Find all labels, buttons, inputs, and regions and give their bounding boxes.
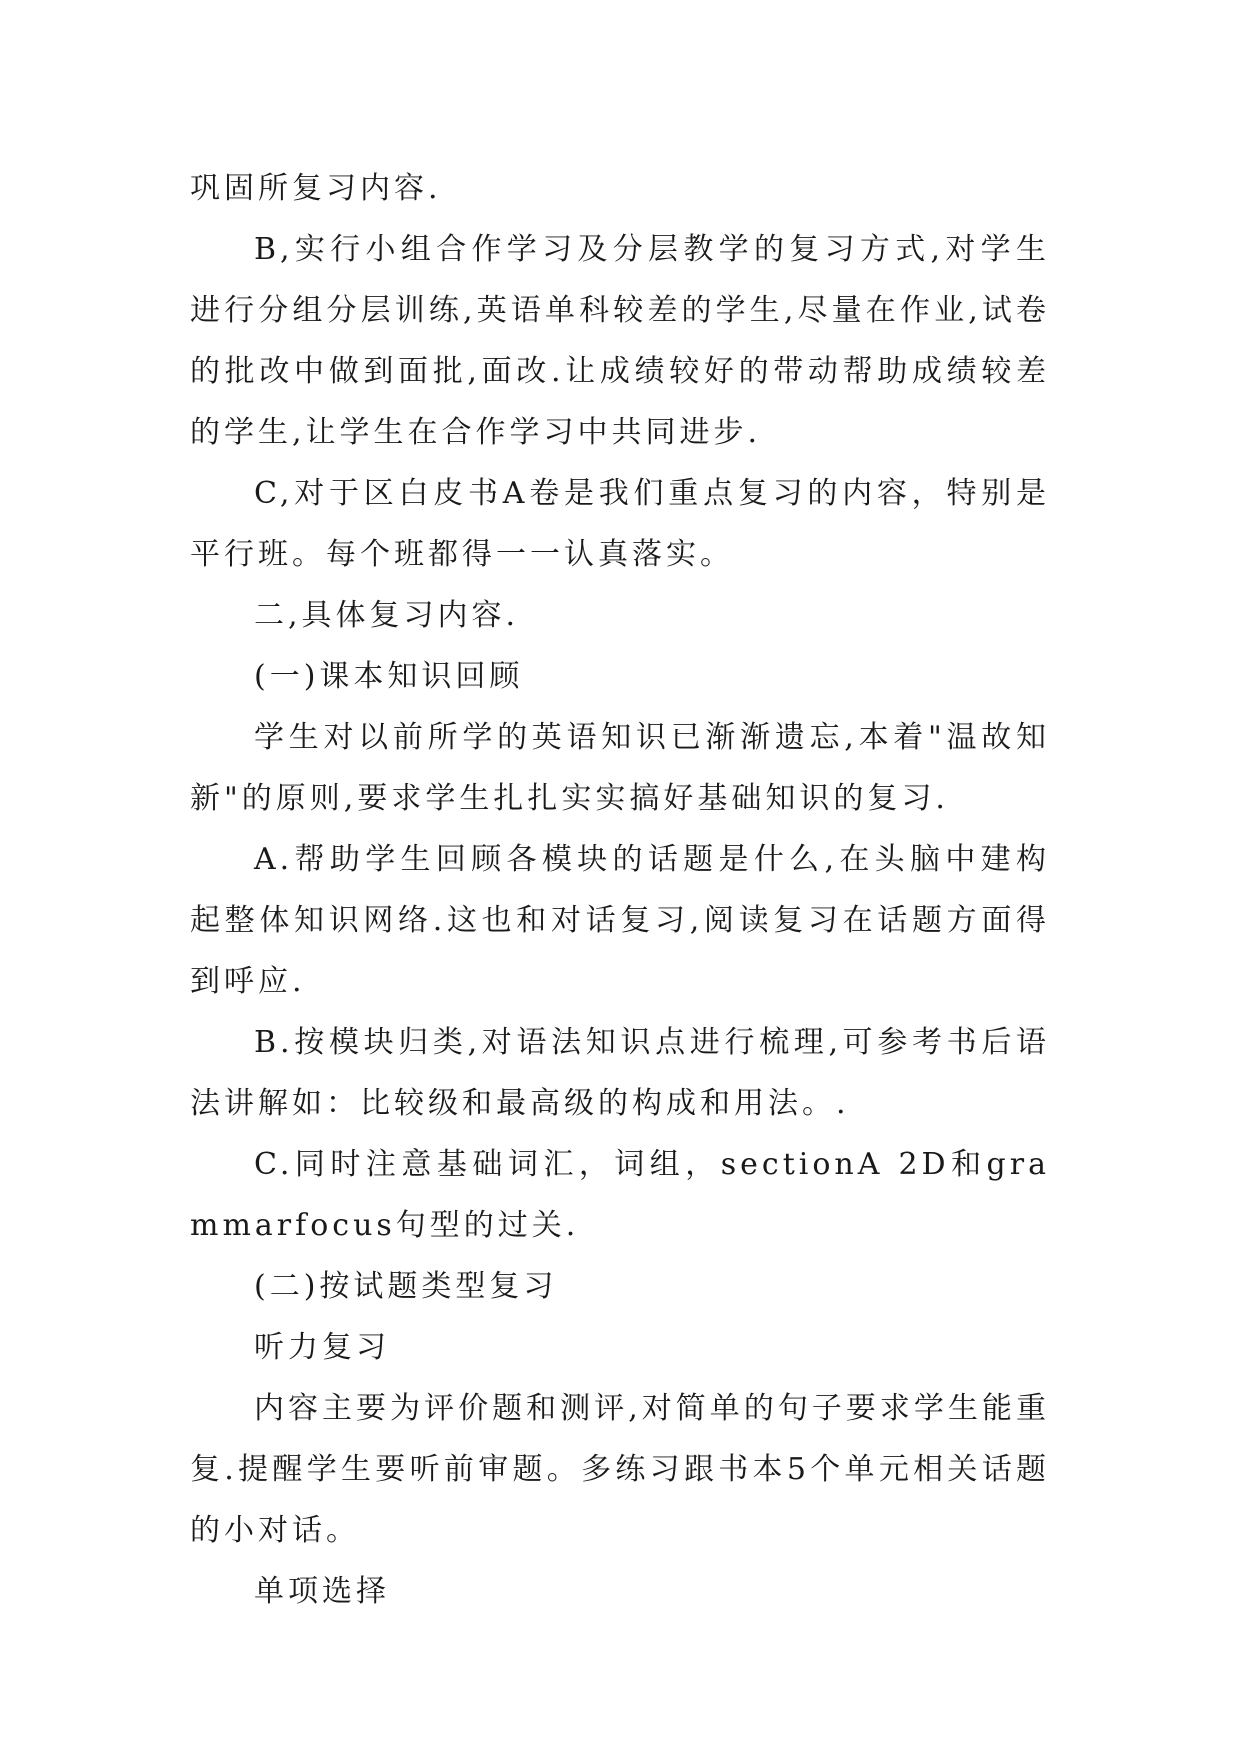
paragraph: 学生对以前所学的英语知识已渐渐遗忘,本着"温故知新"的原则,要求学生扎扎实实搞好基础知识的复习. [190, 720, 1050, 816]
subsection-heading: (一)课本知识回顾 [254, 659, 524, 694]
item-heading: 听力复习 [254, 1330, 390, 1365]
paragraph: 内容主要为评价题和测评,对简单的句子要求学生能重复.提醒学生要听前审题。多练习跟书本5个单元相关话题的小对话。 [190, 1391, 1050, 1548]
paragraph: A.帮助学生回顾各模块的话题是什么,在头脑中建构起整体知识网络.这也和对话复习,阅读复习在话题方面得到呼应. [190, 842, 1050, 999]
paragraph: 巩固所复习内容. [190, 171, 442, 206]
document-body [190, 158, 1050, 1622]
paragraph: B.按模块归类,对语法知识点进行梳理,可参考书后语法讲解如：比较级和最高级的构成和用法。. [190, 1025, 1050, 1121]
subsection-heading: (二)按试题类型复习 [254, 1269, 558, 1304]
section-heading: 二,具体复习内容. [254, 598, 520, 633]
paragraph: B,实行小组合作学习及分层教学的复习方式,对学生进行分组分层训练,英语单科较差的学生,尽量在作业,试卷的批改中做到面批,面改.让成绩较好的带动帮助成绩较差的学生,让学生在合作学习中共同进步. [190, 232, 1050, 450]
paragraph: C.同时注意基础词汇，词组，sectionA 2D和grammarfocus句型的过关. [190, 1147, 1050, 1243]
item-heading: 单项选择 [254, 1574, 390, 1609]
paragraph: C,对于区白皮书A卷是我们重点复习的内容，特别是平行班。每个班都得一一认真落实。 [190, 476, 1050, 572]
